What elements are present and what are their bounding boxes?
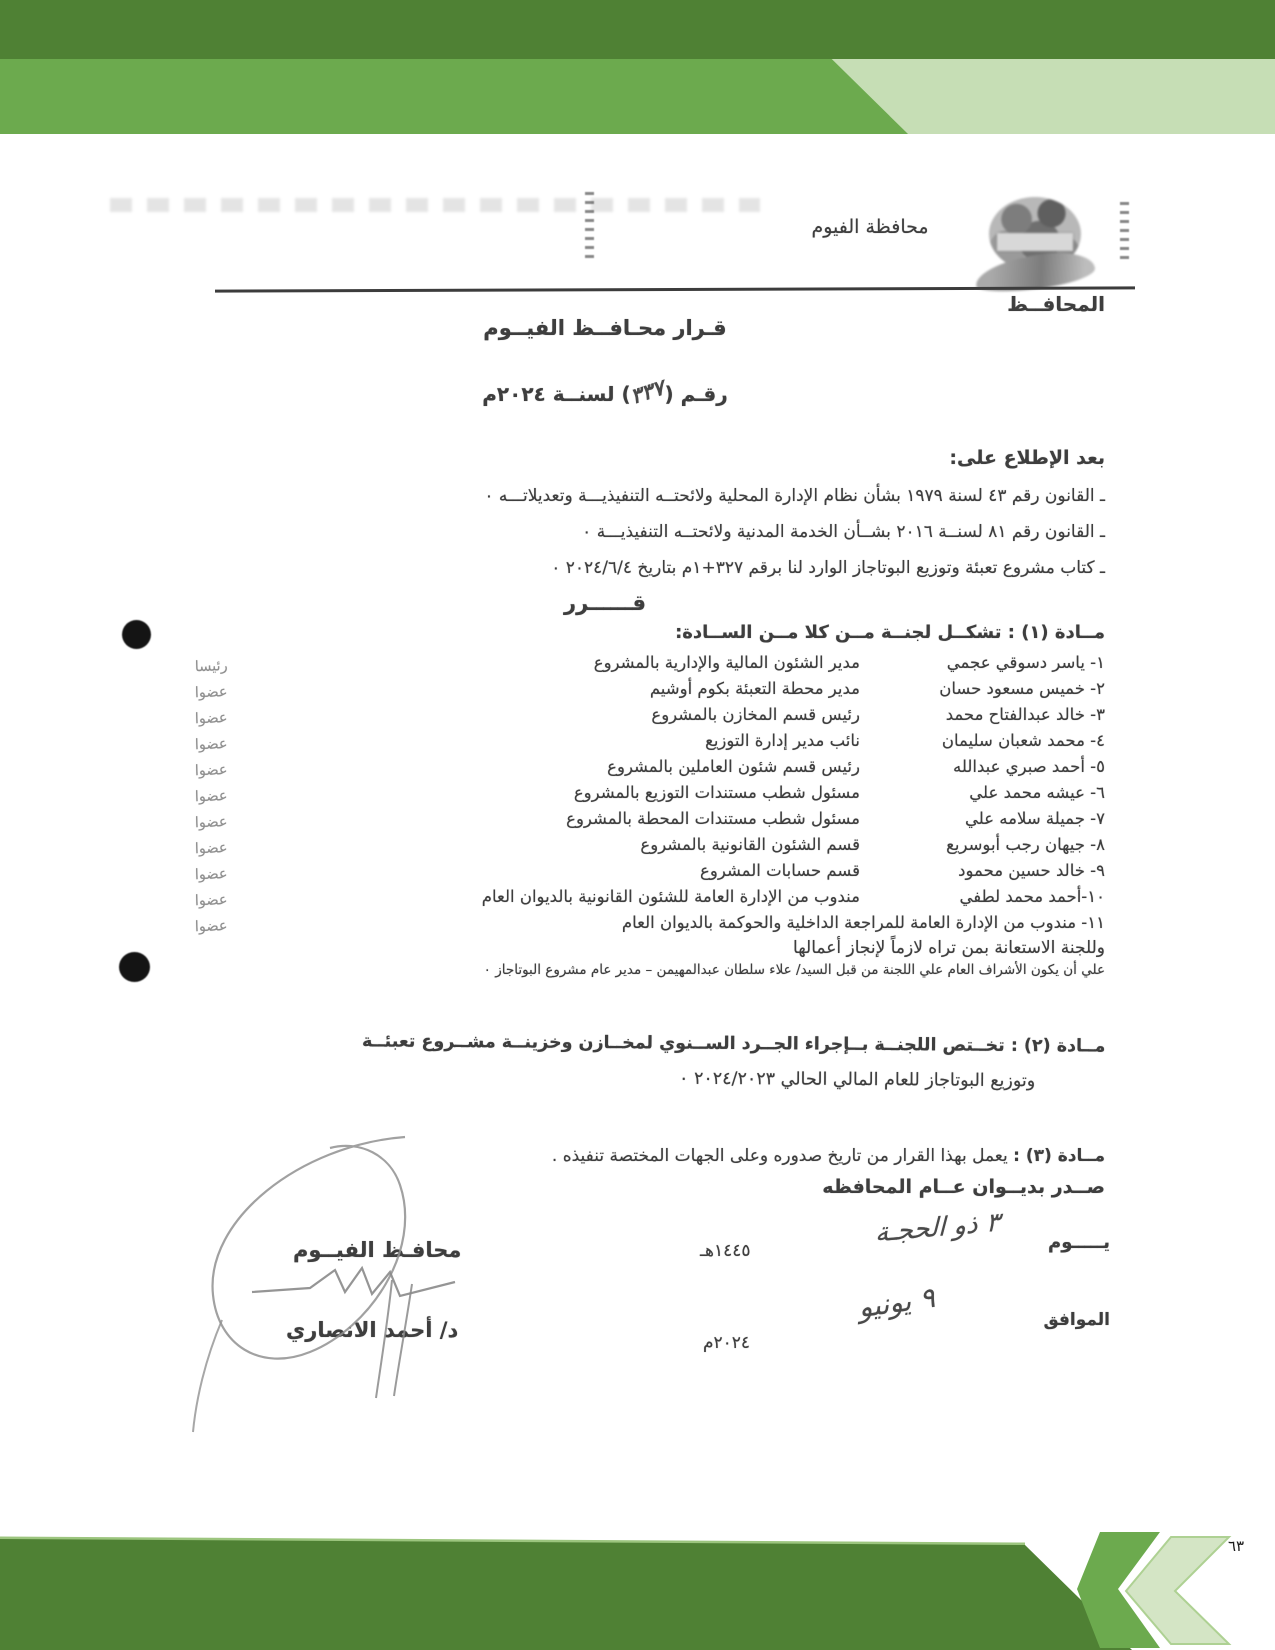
member-name: ١- ياسر دسوقي عجمي [946,653,1105,672]
committee-member-row [195,780,1105,806]
decree-number-handwritten: ٣٣٧ [627,375,667,409]
member-role: قسم حسابات المشروع [700,861,860,880]
governorate-logo-icon [975,197,1097,295]
scan-noise-streak [110,198,760,212]
preamble-item: ـ القانون رقم ٨١ لسنــة ٢٠١٦ بشــأن الخدمة المدنية ولائحتــه التنفيذيـــة ٠ [582,522,1105,542]
member-name: ٤- محمد شعبان سليمان [941,731,1105,750]
article1-heading: مــادة (١) : تشكــل لجنــة مــن كلا مــن الســادة: [675,622,1105,643]
scan-artifact-marks-right [1120,202,1129,260]
hijri-year: ١٤٤٥هـ [700,1241,751,1261]
committee-member-row [195,728,1105,754]
banner-mid-band [0,59,908,134]
member-name: ١٠-أحمد محمد لطفي [959,887,1105,906]
member-capacity: عضوا [194,684,228,702]
footer-banner [0,1530,1275,1650]
handwritten-signature [140,1050,640,1450]
preamble-item: ـ القانون رقم ٤٣ لسنة ١٩٧٩ بشأن نظام الإدارة المحلية ولائحتــه التنفيذيـــة وتعديلاتـــه ٠ [484,486,1105,506]
member-capacity: عضوا [194,866,228,884]
member-capacity: عضوا [194,762,228,780]
member-role: مسئول شطب مستندات المحطة بالمشروع [566,809,860,828]
decree-number-line [105,375,1105,409]
committee-member-row [195,650,1105,676]
member-name: ٩- خالد حسين محمود [958,861,1105,880]
gregorian-year: ٢٠٢٤م [703,1333,751,1353]
decree-number-suffix: ) لسنــة ٢٠٢٤م [482,382,631,406]
member-role: نائب مدير إدارة التوزيع [705,731,860,750]
member-capacity: عضوا [194,918,228,936]
member-capacity: عضوا [194,710,228,728]
member-role: مندوب من الإدارة العامة للشئون القانونية بالديوان العام [481,887,860,906]
governor-name: د/ أحمد الانصاري [286,1318,459,1342]
hole-punch-dot [119,952,150,982]
member-name: ٨- جيهان رجب أبوسريع [946,835,1105,854]
member-capacity: عضوا [194,814,228,832]
governor-title: محافـظ الفيــوم [293,1238,462,1262]
committee-member-row [195,676,1105,702]
member-role: رئيس قسم شئون العاملين بالمشروع [607,757,860,776]
committee-member-row [195,806,1105,832]
member-role: قسم الشئون القانونية بالمشروع [640,835,860,854]
day-label: يـــــوم [1048,1232,1110,1253]
day-handwritten: ٣ ذو الحجـة [874,1207,1000,1249]
member-role: مدير الشئون المالية والإدارية بالمشروع [593,653,860,672]
preamble-heading: بعد الإطلاع على: [949,447,1105,469]
preamble-item: ـ كتاب مشروع تعبئة وتوزيع البوتاجاز الوارد لنا برقم ٣٢٧+١م بتاريخ ٢٠٢٤/٦/٤ ٠ [551,558,1105,578]
committee-member-row [195,858,1105,884]
committee-member-row [195,702,1105,728]
page-number: ٦٣ [1228,1537,1245,1555]
banner-dark-bar [0,0,1275,59]
decree-title: قـرار محـافــظ الفيــوم [483,316,727,340]
member-role: مسئول شطب مستندات التوزيع بالمشروع [573,783,860,802]
member-capacity: رئيسا [194,658,228,676]
member-name: ٥- أحمد صبري عبدالله [953,757,1105,776]
article2-line2: وتوزيع البوتاجاز للعام المالي الحالي ٢٠٢٤/٢٠٢٣ ٠ [678,1068,1036,1092]
committee-list [195,650,1105,936]
article3-heading: مــادة (٣) : [1013,1146,1105,1166]
committee-member-row [195,754,1105,780]
committee-member-row [195,910,1105,936]
member-role: رئيس قسم المخازن بالمشروع [651,705,860,724]
article2-line1: مــادة (٢) : تخــتص اللجنــة بــإجراء الجــرد الســنوي لمخــازن وخزينــة مشــروع تعبئــة [361,1031,1106,1057]
footer-dark-band [0,1539,1132,1650]
committee-member-row [195,884,1105,910]
issued-line: صــدر بديــوان عــام المحافظه [822,1176,1105,1198]
member-name: ٦- عيشه محمد علي [969,783,1105,802]
hole-punch-dot [122,620,151,649]
decree-word: قــــــرر [564,591,646,615]
gregorian-label: الموافق [1043,1310,1110,1330]
decree-number-prefix: رقـم ( [664,382,728,406]
member-capacity: عضوا [194,736,228,754]
org-name: محافظة الفيوم [811,216,929,238]
scan-artifact-marks-center [585,192,594,258]
member-capacity: عضوا [194,840,228,858]
member-name: ٣- خالد عبدالفتاح محمد [945,705,1105,724]
office-label: المحافــظ [1007,292,1105,316]
member-capacity: عضوا [194,788,228,806]
member-name: ٧- جميلة سلامه علي [964,809,1105,828]
month-handwritten: ٩ يونيو [856,1280,937,1325]
member-role: مدير محطة التعبئة بكوم أوشيم [649,679,860,698]
article1-note: وللجنة الاستعانة بمن تراه لازماً لإنجاز أعمالها [793,938,1105,958]
member-name: ٢- خميس مسعود حسان [939,679,1105,698]
member-capacity: عضوا [194,892,228,910]
committee-member-row [195,832,1105,858]
member-name: ١١- مندوب من الإدارة العامة للمراجعة الداخلية والحوكمة بالديوان العام [621,913,1105,932]
article3-text: يعمل بهذا القرار من تاريخ صدوره وعلى الجهات المختصة تنفيذه . [551,1146,1014,1166]
article1-supervision-note: علي أن يكون الأشراف العام علي اللجنة من قبل السيد/ علاء سلطان عبدالمهيمن – مدير عام مشروع البوتاجاز ٠ [483,962,1105,978]
